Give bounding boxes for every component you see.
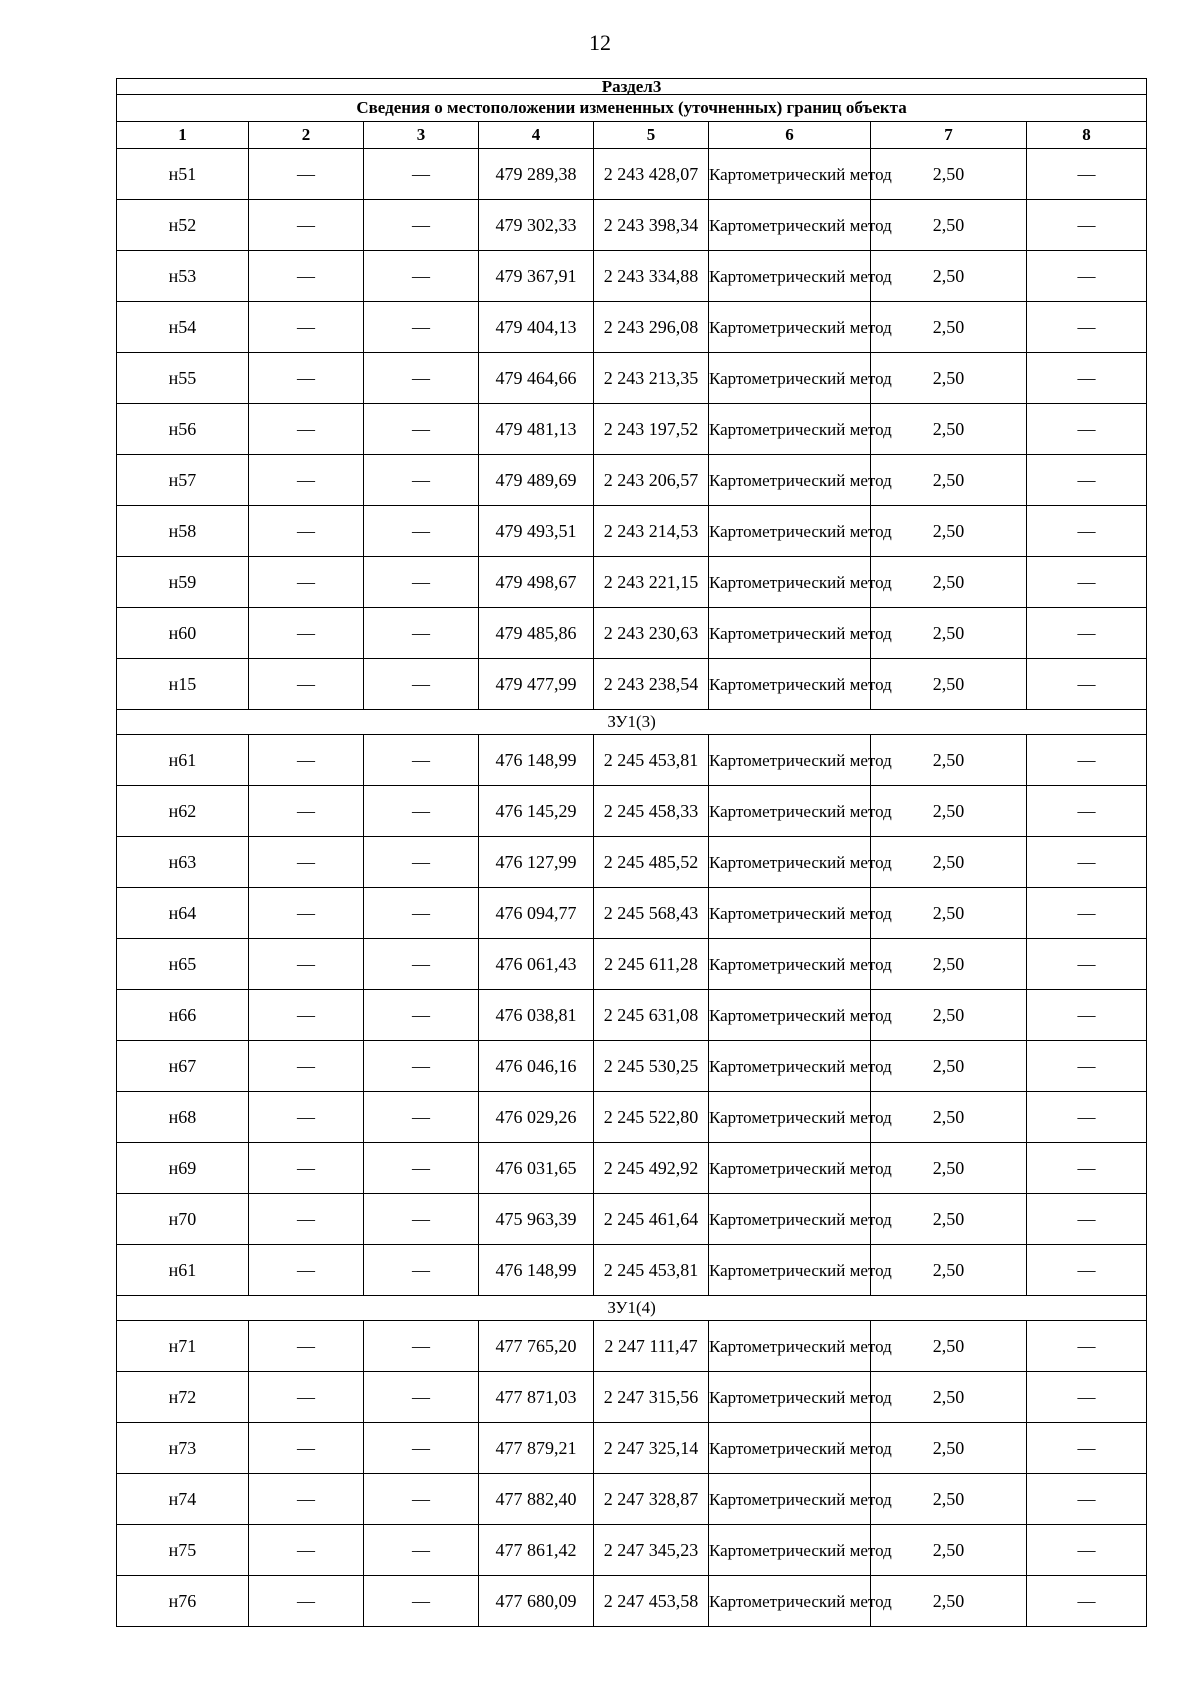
- y-coordinate-cell: 2 247 325,14: [594, 1423, 709, 1474]
- x-coordinate-cell: 479 481,13: [479, 404, 594, 455]
- y-coordinate-cell: 2 247 315,56: [594, 1372, 709, 1423]
- col2-cell: —: [249, 149, 364, 200]
- col3-cell: —: [364, 608, 479, 659]
- method-cell: Картометрический метод: [709, 1245, 871, 1296]
- col3-cell: —: [364, 455, 479, 506]
- y-coordinate-cell: 2 243 296,08: [594, 302, 709, 353]
- col8-cell: —: [1027, 786, 1147, 837]
- point-id-cell: н57: [117, 455, 249, 506]
- y-coordinate-cell: 2 245 458,33: [594, 786, 709, 837]
- table-row: [117, 353, 1147, 404]
- col2-cell: —: [249, 1092, 364, 1143]
- point-id-cell: н71: [117, 1321, 249, 1372]
- x-coordinate-cell: 476 148,99: [479, 1245, 594, 1296]
- table-row: [117, 1245, 1147, 1296]
- y-coordinate-cell: 2 243 398,34: [594, 200, 709, 251]
- table-title-row: [117, 95, 1147, 122]
- col3-cell: —: [364, 990, 479, 1041]
- x-coordinate-cell: 477 861,42: [479, 1525, 594, 1576]
- col3-cell: —: [364, 888, 479, 939]
- x-coordinate-cell: 476 029,26: [479, 1092, 594, 1143]
- group-row: [117, 1296, 1147, 1321]
- page-number: 12: [589, 30, 611, 55]
- col8-cell: —: [1027, 1321, 1147, 1372]
- y-coordinate-cell: 2 245 631,08: [594, 990, 709, 1041]
- point-id-cell: н65: [117, 939, 249, 990]
- col3-cell: —: [364, 786, 479, 837]
- col2-cell: —: [249, 990, 364, 1041]
- method-cell: Картометрический метод: [709, 1092, 871, 1143]
- point-id-cell: н56: [117, 404, 249, 455]
- method-cell: Картометрический метод: [709, 1576, 871, 1627]
- point-id-cell: н60: [117, 608, 249, 659]
- method-cell: Картометрический метод: [709, 786, 871, 837]
- point-id-cell: н70: [117, 1194, 249, 1245]
- x-coordinate-cell: 475 963,39: [479, 1194, 594, 1245]
- col3-cell: —: [364, 1372, 479, 1423]
- col8-cell: —: [1027, 200, 1147, 251]
- x-coordinate-cell: 476 031,65: [479, 1143, 594, 1194]
- col3-cell: —: [364, 1245, 479, 1296]
- x-coordinate-cell: 479 302,33: [479, 200, 594, 251]
- table-row: [117, 1423, 1147, 1474]
- method-cell: Картометрический метод: [709, 455, 871, 506]
- y-coordinate-cell: 2 243 214,53: [594, 506, 709, 557]
- accuracy-cell: 2,50: [871, 990, 1027, 1041]
- section-caption-row: [117, 79, 1147, 95]
- point-id-cell: н73: [117, 1423, 249, 1474]
- y-coordinate-cell: 2 247 345,23: [594, 1525, 709, 1576]
- method-cell: Картометрический метод: [709, 1143, 871, 1194]
- col2-cell: —: [249, 1245, 364, 1296]
- accuracy-cell: 2,50: [871, 1423, 1027, 1474]
- x-coordinate-cell: 476 061,43: [479, 939, 594, 990]
- x-coordinate-cell: 476 038,81: [479, 990, 594, 1041]
- col2-cell: —: [249, 786, 364, 837]
- col8-cell: —: [1027, 1041, 1147, 1092]
- point-id-cell: н59: [117, 557, 249, 608]
- y-coordinate-cell: 2 243 230,63: [594, 608, 709, 659]
- x-coordinate-cell: 476 145,29: [479, 786, 594, 837]
- col3-cell: —: [364, 506, 479, 557]
- col2-cell: —: [249, 353, 364, 404]
- column-header: 4: [479, 122, 594, 149]
- y-coordinate-cell: 2 245 568,43: [594, 888, 709, 939]
- accuracy-cell: 2,50: [871, 1245, 1027, 1296]
- col3-cell: —: [364, 302, 479, 353]
- point-id-cell: н62: [117, 786, 249, 837]
- column-header-row: [117, 122, 1147, 149]
- column-header: 3: [364, 122, 479, 149]
- accuracy-cell: 2,50: [871, 1092, 1027, 1143]
- accuracy-cell: 2,50: [871, 939, 1027, 990]
- table-row: [117, 1474, 1147, 1525]
- col2-cell: —: [249, 251, 364, 302]
- col3-cell: —: [364, 1576, 479, 1627]
- point-id-cell: н74: [117, 1474, 249, 1525]
- method-cell: Картометрический метод: [709, 404, 871, 455]
- method-cell: Картометрический метод: [709, 200, 871, 251]
- point-id-cell: н15: [117, 659, 249, 710]
- y-coordinate-cell: 2 243 334,88: [594, 251, 709, 302]
- table-row: [117, 1576, 1147, 1627]
- column-header: 8: [1027, 122, 1147, 149]
- x-coordinate-cell: 479 464,66: [479, 353, 594, 404]
- y-coordinate-cell: 2 245 530,25: [594, 1041, 709, 1092]
- method-cell: Картометрический метод: [709, 302, 871, 353]
- table-row: [117, 1372, 1147, 1423]
- col3-cell: —: [364, 1041, 479, 1092]
- method-cell: Картометрический метод: [709, 1423, 871, 1474]
- col3-cell: —: [364, 837, 479, 888]
- col2-cell: —: [249, 1423, 364, 1474]
- col3-cell: —: [364, 659, 479, 710]
- method-cell: Картометрический метод: [709, 608, 871, 659]
- col8-cell: —: [1027, 888, 1147, 939]
- table-row: [117, 1525, 1147, 1576]
- col3-cell: —: [364, 557, 479, 608]
- table-row: [117, 1321, 1147, 1372]
- group-label: ЗУ1(3): [117, 710, 1147, 735]
- col8-cell: —: [1027, 1245, 1147, 1296]
- table-row: [117, 506, 1147, 557]
- accuracy-cell: 2,50: [871, 404, 1027, 455]
- y-coordinate-cell: 2 247 328,87: [594, 1474, 709, 1525]
- accuracy-cell: 2,50: [871, 557, 1027, 608]
- accuracy-cell: 2,50: [871, 1321, 1027, 1372]
- col3-cell: —: [364, 404, 479, 455]
- accuracy-cell: 2,50: [871, 1194, 1027, 1245]
- col8-cell: —: [1027, 1423, 1147, 1474]
- x-coordinate-cell: 479 404,13: [479, 302, 594, 353]
- point-id-cell: н66: [117, 990, 249, 1041]
- col2-cell: —: [249, 1372, 364, 1423]
- table-row: [117, 149, 1147, 200]
- col2-cell: —: [249, 1321, 364, 1372]
- accuracy-cell: 2,50: [871, 1143, 1027, 1194]
- col3-cell: —: [364, 1194, 479, 1245]
- table-row: [117, 608, 1147, 659]
- table-row: [117, 455, 1147, 506]
- accuracy-cell: 2,50: [871, 786, 1027, 837]
- point-id-cell: н51: [117, 149, 249, 200]
- y-coordinate-cell: 2 245 453,81: [594, 1245, 709, 1296]
- col8-cell: —: [1027, 1474, 1147, 1525]
- x-coordinate-cell: 476 148,99: [479, 735, 594, 786]
- col8-cell: —: [1027, 837, 1147, 888]
- accuracy-cell: 2,50: [871, 1576, 1027, 1627]
- method-cell: Картометрический метод: [709, 1041, 871, 1092]
- method-cell: Картометрический метод: [709, 990, 871, 1041]
- col8-cell: —: [1027, 1372, 1147, 1423]
- col8-cell: —: [1027, 1092, 1147, 1143]
- x-coordinate-cell: 479 485,86: [479, 608, 594, 659]
- col8-cell: —: [1027, 557, 1147, 608]
- col3-cell: —: [364, 149, 479, 200]
- accuracy-cell: 2,50: [871, 735, 1027, 786]
- y-coordinate-cell: 2 247 453,58: [594, 1576, 709, 1627]
- accuracy-cell: 2,50: [871, 353, 1027, 404]
- column-header: 5: [594, 122, 709, 149]
- y-coordinate-cell: 2 245 461,64: [594, 1194, 709, 1245]
- table-title: Сведения о местоположении измененных (уточненных) границ объекта: [117, 95, 1147, 122]
- method-cell: Картометрический метод: [709, 149, 871, 200]
- y-coordinate-cell: 2 243 213,35: [594, 353, 709, 404]
- section-label: Раздел3: [117, 79, 1147, 95]
- y-coordinate-cell: 2 245 522,80: [594, 1092, 709, 1143]
- col2-cell: —: [249, 939, 364, 990]
- col8-cell: —: [1027, 939, 1147, 990]
- table-row: [117, 1194, 1147, 1245]
- col3-cell: —: [364, 1321, 479, 1372]
- y-coordinate-cell: 2 245 611,28: [594, 939, 709, 990]
- group-label: ЗУ1(4): [117, 1296, 1147, 1321]
- method-cell: Картометрический метод: [709, 837, 871, 888]
- point-id-cell: н55: [117, 353, 249, 404]
- y-coordinate-cell: 2 245 453,81: [594, 735, 709, 786]
- col2-cell: —: [249, 1194, 364, 1245]
- point-id-cell: н53: [117, 251, 249, 302]
- method-cell: Картометрический метод: [709, 735, 871, 786]
- column-header: 6: [709, 122, 871, 149]
- table-row: [117, 939, 1147, 990]
- col8-cell: —: [1027, 506, 1147, 557]
- method-cell: Картометрический метод: [709, 659, 871, 710]
- point-id-cell: н75: [117, 1525, 249, 1576]
- accuracy-cell: 2,50: [871, 1041, 1027, 1092]
- accuracy-cell: 2,50: [871, 888, 1027, 939]
- table-row: [117, 1092, 1147, 1143]
- table-row: [117, 786, 1147, 837]
- y-coordinate-cell: 2 243 238,54: [594, 659, 709, 710]
- column-header: 7: [871, 122, 1027, 149]
- col3-cell: —: [364, 1525, 479, 1576]
- point-id-cell: н76: [117, 1576, 249, 1627]
- x-coordinate-cell: 479 498,67: [479, 557, 594, 608]
- table-row: [117, 990, 1147, 1041]
- col2-cell: —: [249, 1474, 364, 1525]
- point-id-cell: н52: [117, 200, 249, 251]
- method-cell: Картометрический метод: [709, 251, 871, 302]
- col8-cell: —: [1027, 1525, 1147, 1576]
- col2-cell: —: [249, 455, 364, 506]
- method-cell: Картометрический метод: [709, 1372, 871, 1423]
- table-row: [117, 404, 1147, 455]
- col3-cell: —: [364, 1423, 479, 1474]
- col3-cell: —: [364, 939, 479, 990]
- col2-cell: —: [249, 404, 364, 455]
- coordinates-table: [116, 78, 1147, 1627]
- col2-cell: —: [249, 1143, 364, 1194]
- y-coordinate-cell: 2 247 111,47: [594, 1321, 709, 1372]
- x-coordinate-cell: 477 882,40: [479, 1474, 594, 1525]
- accuracy-cell: 2,50: [871, 1372, 1027, 1423]
- y-coordinate-cell: 2 245 492,92: [594, 1143, 709, 1194]
- col8-cell: —: [1027, 608, 1147, 659]
- method-cell: Картометрический метод: [709, 1474, 871, 1525]
- col2-cell: —: [249, 506, 364, 557]
- accuracy-cell: 2,50: [871, 200, 1027, 251]
- col2-cell: —: [249, 608, 364, 659]
- col8-cell: —: [1027, 735, 1147, 786]
- accuracy-cell: 2,50: [871, 1474, 1027, 1525]
- accuracy-cell: 2,50: [871, 251, 1027, 302]
- x-coordinate-cell: 479 367,91: [479, 251, 594, 302]
- accuracy-cell: 2,50: [871, 608, 1027, 659]
- accuracy-cell: 2,50: [871, 302, 1027, 353]
- table-row: [117, 837, 1147, 888]
- y-coordinate-cell: 2 243 197,52: [594, 404, 709, 455]
- accuracy-cell: 2,50: [871, 506, 1027, 557]
- col2-cell: —: [249, 1525, 364, 1576]
- table-row: [117, 735, 1147, 786]
- column-header: 1: [117, 122, 249, 149]
- x-coordinate-cell: 479 289,38: [479, 149, 594, 200]
- table-row: [117, 200, 1147, 251]
- table-row: [117, 1041, 1147, 1092]
- col3-cell: —: [364, 1474, 479, 1525]
- col3-cell: —: [364, 1092, 479, 1143]
- accuracy-cell: 2,50: [871, 455, 1027, 506]
- point-id-cell: н61: [117, 735, 249, 786]
- col8-cell: —: [1027, 990, 1147, 1041]
- col2-cell: —: [249, 200, 364, 251]
- col2-cell: —: [249, 1041, 364, 1092]
- col8-cell: —: [1027, 1194, 1147, 1245]
- col8-cell: —: [1027, 1143, 1147, 1194]
- accuracy-cell: 2,50: [871, 1525, 1027, 1576]
- col2-cell: —: [249, 302, 364, 353]
- method-cell: Картометрический метод: [709, 1194, 871, 1245]
- col8-cell: —: [1027, 659, 1147, 710]
- table-row: [117, 251, 1147, 302]
- col2-cell: —: [249, 659, 364, 710]
- method-cell: Картометрический метод: [709, 939, 871, 990]
- x-coordinate-cell: 477 879,21: [479, 1423, 594, 1474]
- col8-cell: —: [1027, 455, 1147, 506]
- x-coordinate-cell: 476 094,77: [479, 888, 594, 939]
- col8-cell: —: [1027, 404, 1147, 455]
- point-id-cell: н58: [117, 506, 249, 557]
- point-id-cell: н67: [117, 1041, 249, 1092]
- point-id-cell: н72: [117, 1372, 249, 1423]
- col8-cell: —: [1027, 302, 1147, 353]
- table-row: [117, 1143, 1147, 1194]
- method-cell: Картометрический метод: [709, 888, 871, 939]
- col3-cell: —: [364, 251, 479, 302]
- point-id-cell: н68: [117, 1092, 249, 1143]
- x-coordinate-cell: 477 765,20: [479, 1321, 594, 1372]
- col8-cell: —: [1027, 353, 1147, 404]
- y-coordinate-cell: 2 243 428,07: [594, 149, 709, 200]
- x-coordinate-cell: 479 477,99: [479, 659, 594, 710]
- table-row: [117, 659, 1147, 710]
- x-coordinate-cell: 477 871,03: [479, 1372, 594, 1423]
- x-coordinate-cell: 476 127,99: [479, 837, 594, 888]
- col2-cell: —: [249, 888, 364, 939]
- accuracy-cell: 2,50: [871, 659, 1027, 710]
- col2-cell: —: [249, 557, 364, 608]
- point-id-cell: н54: [117, 302, 249, 353]
- table-row: [117, 557, 1147, 608]
- col2-cell: —: [249, 837, 364, 888]
- col3-cell: —: [364, 353, 479, 404]
- point-id-cell: н64: [117, 888, 249, 939]
- x-coordinate-cell: 479 489,69: [479, 455, 594, 506]
- col8-cell: —: [1027, 149, 1147, 200]
- point-id-cell: н61: [117, 1245, 249, 1296]
- col2-cell: —: [249, 735, 364, 786]
- method-cell: Картометрический метод: [709, 557, 871, 608]
- col3-cell: —: [364, 735, 479, 786]
- x-coordinate-cell: 476 046,16: [479, 1041, 594, 1092]
- group-row: [117, 710, 1147, 735]
- x-coordinate-cell: 477 680,09: [479, 1576, 594, 1627]
- table-row: [117, 888, 1147, 939]
- method-cell: Картометрический метод: [709, 506, 871, 557]
- col3-cell: —: [364, 1143, 479, 1194]
- accuracy-cell: 2,50: [871, 149, 1027, 200]
- col2-cell: —: [249, 1576, 364, 1627]
- y-coordinate-cell: 2 243 206,57: [594, 455, 709, 506]
- x-coordinate-cell: 479 493,51: [479, 506, 594, 557]
- col8-cell: —: [1027, 251, 1147, 302]
- point-id-cell: н63: [117, 837, 249, 888]
- col3-cell: —: [364, 200, 479, 251]
- y-coordinate-cell: 2 243 221,15: [594, 557, 709, 608]
- method-cell: Картометрический метод: [709, 1525, 871, 1576]
- method-cell: Картометрический метод: [709, 1321, 871, 1372]
- y-coordinate-cell: 2 245 485,52: [594, 837, 709, 888]
- table-row: [117, 302, 1147, 353]
- column-header: 2: [249, 122, 364, 149]
- accuracy-cell: 2,50: [871, 837, 1027, 888]
- col8-cell: —: [1027, 1576, 1147, 1627]
- method-cell: Картометрический метод: [709, 353, 871, 404]
- point-id-cell: н69: [117, 1143, 249, 1194]
